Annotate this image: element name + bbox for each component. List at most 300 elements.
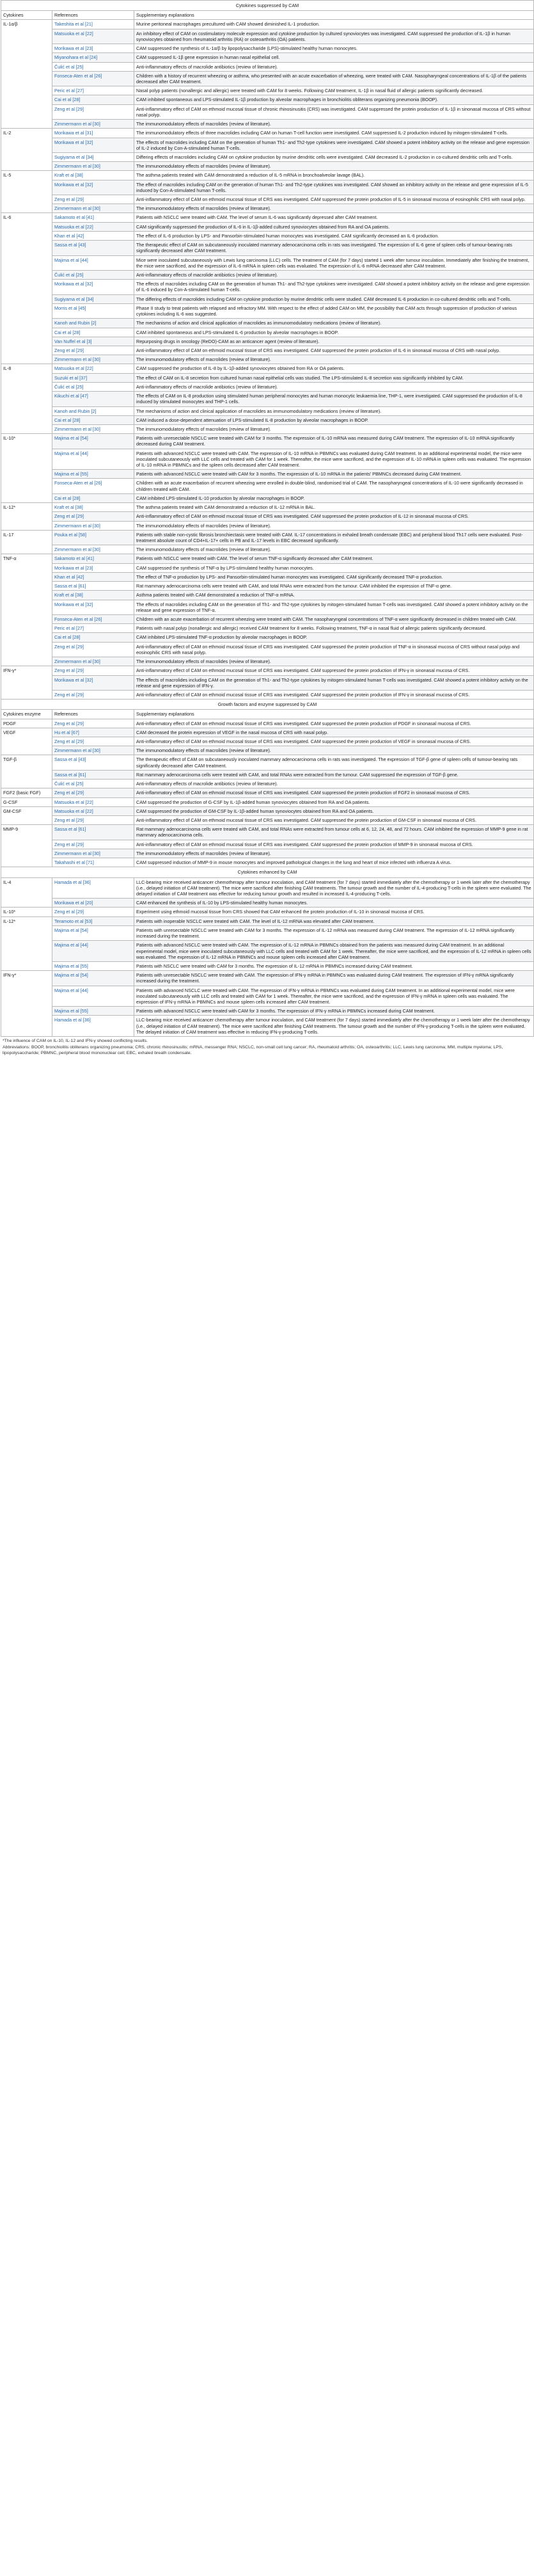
table-row: [1, 554, 534, 563]
footnote-abbreviations: Abbreviations: BOOP, bronchiolitis obliterans organizing pneumonia; CRS, chronic rhinosinusitis; mRNA, messenger RNA; NSCLC, non-small cell lung cancer; RA, rheumatoid arthritis; OA, osteoarthritis; LLC, Lewis lung carcinoma; MM, multiple myeloma; LPS, lipopolysaccharide; PBMNC, peripheral blood mononuclear cell; EBC, exhaled breath condensate.: [3, 1044, 503, 1055]
explanation-cell: CAM enhanced the synthesis of IL-10 by LPS-stimulated healthy human monocytes.: [134, 899, 534, 908]
explanation-cell: The asthma patients treated with CAM demonstrated a reduction of IL-5 mRNA in bronchoalveolar lavage (BAL).: [134, 171, 534, 180]
explanation-cell: Patients with stable non-cystic fibrosis bronchiectasis were treated with CAM. IL-17 concentrations in exhaled breath condensate (EBC) and peripheral blood Th17 cells were evaluated. Post-treatment absolute count of CD4+IL-17+ cells in PB and IL-17 levels in EBC decreased significantly.: [134, 530, 534, 545]
table-row: [1, 129, 534, 138]
explanation-cell: CAM decreased the protein expression of VEGF in the nasal mucosa of CRS with nasal polyp.: [134, 728, 534, 737]
explanation-cell: CAM inhibited LPS-stimulated IL-10 production by alveolar macrophages in BOOP.: [134, 493, 534, 502]
explanation-cell: Rat mammary adenocarcinoma cells were treated with CAM, and total RNAs were extracted from tumour cells at 6, 12, 24, 48, and 72 hours. CAM inhibited the expression of MMP-9 gene in rat mammary adenocarcinoma cells.: [134, 825, 534, 840]
reference-link[interactable]: Zimmermann et al [30]: [52, 162, 134, 171]
table-row: [1, 545, 534, 554]
reference-link[interactable]: Khan et al [42]: [52, 572, 134, 581]
reference-link[interactable]: Majima et al [55]: [52, 961, 134, 970]
reference-link[interactable]: Morikawa et al [23]: [52, 44, 134, 53]
table-row: [1, 512, 534, 521]
explanation-cell: Rat mammary adenocarcinoma cells were treated with CAM, and total RNAs were extracted from the tumour. CAM inhibited the expression of TNF-α gene.: [134, 582, 534, 591]
section-title: Growth factors and enzyme suppressed by CAM: [1, 700, 534, 710]
explanation-cell: Patients with advanced NSCLC were treated with CAM. The expression of IL-12 mRNA in PBMNCs obtained from the patients was measured during CAM treatment. In an additional experimental model, mice were inoculated subcutaneously with LLC cells and treated with CAM for 1 week. Thereafter, the mice were sacrificed, and the expression of IL-12 mRNA in spleen cells was evaluated. The expression of IL-12 mRNA in PBMNCs and mouse spleen cells increased after CAM treatment.: [134, 941, 534, 962]
table-row: [1, 29, 534, 44]
reference-link[interactable]: Zeng et al [29]: [52, 719, 134, 728]
reference-link[interactable]: Suzuki et al [37]: [52, 373, 134, 382]
table-row: [1, 849, 534, 858]
reference-link[interactable]: Sakamoto et al [41]: [52, 213, 134, 222]
reference-link[interactable]: Khan et al [42]: [52, 231, 134, 240]
table-row: [1, 728, 534, 737]
explanation-cell: Anti-inflammatory effect of CAM on ethmoid mucosal tissue of CRS was investigated. CAM suppressed the protein production of MMP-9 in sinonasal mucosa of CRS.: [134, 840, 534, 849]
section-title-row: [1, 700, 534, 710]
explanation-cell: CAM induced a dose-dependent attenuation of LPS-stimulated IL-8 production by alveolar macrophages in BOOP.: [134, 415, 534, 424]
explanation-cell: CAM inhibited spontaneous and LPS-stimulated IL-1β production by alveolar macrophages in bronchiolitis obliterans organizing pneumonia (BOOP).: [134, 95, 534, 104]
reference-link[interactable]: Kraft et al [38]: [52, 503, 134, 512]
cytokine-name-cell: GM-CSF: [1, 806, 52, 824]
reference-link[interactable]: Kraft et al [38]: [52, 591, 134, 600]
table-row: [1, 806, 534, 815]
table-row: [1, 521, 534, 530]
explanation-cell: The immunomodulatory effects of macrolides (review of literature).: [134, 545, 534, 554]
reference-link[interactable]: Zeng et al [29]: [52, 840, 134, 849]
table-row: [1, 530, 534, 545]
reference-link[interactable]: Majima et al [54]: [52, 971, 134, 986]
table-row: [1, 222, 534, 231]
reference-link[interactable]: Zeng et al [29]: [52, 512, 134, 521]
column-header-row: [1, 710, 534, 719]
table-row: [1, 86, 534, 95]
explanation-cell: Children with an acute exacerbation of recurrent wheezing were enrolled in double-blind, randomised trial of CAM. The nasopharyngeal concentrations of IL-10 were significantly decreased in children treated with CAM.: [134, 479, 534, 493]
table-row: [1, 470, 534, 479]
explanation-cell: Mice were inoculated subcutaneously with Lewis lung carcinoma (LLC) cells. The treatment of CAM (for 7 days) started 1 week after tumour inoculation. Immediately after finishing the treatment, the mice were sacrificed, and the expression of IL-6 mRNA in spleen cells was evaluated. The expression of IL-6 mRNA decreased after CAM treatment.: [134, 255, 534, 270]
table-row: [1, 986, 534, 1007]
table-row: [1, 355, 534, 364]
explanation-cell: Nasal polyp patients (nonallergic and allergic) were treated with CAM for 8 weeks. Following CAM treatment, IL-1β in nasal fluid of allergic patients significantly decreased.: [134, 86, 534, 95]
reference-link[interactable]: Peric et al [27]: [52, 624, 134, 633]
reference-link[interactable]: Takeshita et al [21]: [52, 20, 134, 29]
explanation-cell: Anti-inflammatory effects of macrolide antibiotics (review of literature).: [134, 271, 534, 280]
reference-link[interactable]: Majima et al [55]: [52, 470, 134, 479]
reference-link[interactable]: Sugiyama et al [34]: [52, 294, 134, 303]
reference-link[interactable]: Zeng et al [29]: [52, 666, 134, 675]
table-row: [1, 877, 534, 899]
explanation-cell: The immunomodulatory effects of macrolides (review of literature).: [134, 521, 534, 530]
explanation-cell: The immunomodulatory effects of macrolides (review of literature).: [134, 746, 534, 755]
reference-link[interactable]: Zimmermann et al [30]: [52, 849, 134, 858]
table-row: [1, 493, 534, 502]
cytokine-name-cell: IL-17: [1, 530, 52, 554]
table-row: [1, 858, 534, 867]
explanation-cell: Anti-inflammatory effect of CAM on ethmoid mucosal tissue of CRS was investigated. CAM suppressed the protein production of IL-12 in sinonasal mucosa of CRS.: [134, 512, 534, 521]
explanation-cell: An inhibitory effect of CAM on costimulatory molecule expression and cytokine production by cultured synoviocytes was investigated. CAM suppressed the production of IL-1β in human synoviocytes obtained from rheumatoid arthritis (RA) or osteoarthritis (OA) patients.: [134, 29, 534, 44]
table-row: [1, 415, 534, 424]
reference-link[interactable]: Čulić et al [25]: [52, 62, 134, 71]
explanation-cell: The differing effects of macrolides including CAM on cytokine production by murine dendritic cells were studied. CAM decreased IL-6 production in co-cultured dendritic cells and T-cells.: [134, 294, 534, 303]
reference-link[interactable]: Matsuoka et al [22]: [52, 29, 134, 44]
reference-link[interactable]: Majima et al [44]: [52, 449, 134, 470]
explanation-cell: The asthma patients treated with CAM demonstrated a reduction of IL-12 mRNA in BAL.: [134, 503, 534, 512]
table-row: [1, 479, 534, 493]
table-row: [1, 770, 534, 779]
reference-link[interactable]: Morikawa et al [32]: [52, 600, 134, 614]
cytokine-name-cell: MMP-9: [1, 825, 52, 867]
table-row: [1, 961, 534, 970]
explanation-cell: The effect of macrolides including CAM on the generation of human Th1- and Th2-type cytokines was investigated. CAM showed an inhibitory activity on the release and gene expression of IL-5 induced by Con-A-stimulated human T-cells.: [134, 180, 534, 195]
cytokine-name-cell: IL-4: [1, 877, 52, 908]
explanation-cell: CAM suppressed the production of GM-CSF by IL-1β-added human synoviocytes obtained from RA and OA patients.: [134, 806, 534, 815]
table-row: [1, 788, 534, 797]
table-body: [1, 1, 534, 1037]
table-row: [1, 319, 534, 328]
explanation-cell: Anti-inflammatory effect of CAM on ethmoid mucosal tissue of CRS was investigated. CAM suppressed the protein production of IL-5 in sinonasal mucosa of eosinophilic CRS with nasal polyp.: [134, 195, 534, 204]
reference-link[interactable]: Van Nuffel et al [3]: [52, 337, 134, 346]
reference-link[interactable]: Sassa et al [61]: [52, 582, 134, 591]
table-row: [1, 572, 534, 581]
reference-link[interactable]: Sassa et al [43]: [52, 241, 134, 255]
reference-link[interactable]: Zeng et al [29]: [52, 104, 134, 119]
explanation-cell: CAM inhibited LPS-stimulated TNF-α production by alveolar macrophages in BOOP.: [134, 633, 534, 642]
explanation-cell: LLC-bearing mice received anticancer chemotherapy after tumour inoculation, and CAM treatment (for 7 days) started immediately after the chemotherapy or 1 week later after the chemotherapy (i.e., delayed initiation of CAM treatment). The mice were sacrificed after finishing CAM treatments. The tumour growth and the number of IL-4-producing T-cells in the spleen were evaluated. The delayed initiation of CAM treatment was effective for reducing tumour growth and resulted in increased IL-4-producing T-cells.: [134, 877, 534, 899]
column-header: Supplementary explanations: [134, 11, 534, 20]
explanation-cell: Patients with nasal polyp (nonallergic and allergic) received CAM treatment for 8 weeks. Following treatment, TNF-α in nasal fluid of allergic patients significantly decreased.: [134, 624, 534, 633]
explanation-cell: The mechanisms of action and clinical application of macrolides as immunomodulatory medications (review of literature).: [134, 406, 534, 415]
column-header-row: [1, 11, 534, 20]
table-row: [1, 294, 534, 303]
reference-link[interactable]: Kraft et al [38]: [52, 171, 134, 180]
reference-link[interactable]: Zeng et al [29]: [52, 642, 134, 657]
explanation-cell: Children with an acute exacerbation of recurrent wheezing were treated with CAM. The nasopharyngeal concentrations of TNF-α were significantly decreased in children treated with CAM.: [134, 614, 534, 623]
reference-link[interactable]: Peric et al [27]: [52, 86, 134, 95]
table-row: [1, 563, 534, 572]
reference-link[interactable]: Zimmermann et al [30]: [52, 355, 134, 364]
table-row: [1, 231, 534, 240]
table-row: [1, 171, 534, 180]
table-row: [1, 195, 534, 204]
table-row: [1, 614, 534, 623]
table-row: [1, 816, 534, 825]
reference-link[interactable]: Morikawa et al [32]: [52, 675, 134, 690]
reference-link[interactable]: Majima et al [54]: [52, 434, 134, 449]
reference-link[interactable]: Matsuoka et al [22]: [52, 222, 134, 231]
table-row: [1, 424, 534, 433]
reference-link[interactable]: Zeng et al [29]: [52, 195, 134, 204]
explanation-cell: CAM suppressed the production of IL-8 by IL-1β-added synoviocytes obtained from RA or OA patients.: [134, 364, 534, 373]
table-row: [1, 916, 534, 925]
explanation-cell: The immunomodulatory effects of macrolides (review of literature).: [134, 849, 534, 858]
reference-link[interactable]: Morikawa et al [32]: [52, 280, 134, 294]
explanation-cell: Anti-inflammatory effect of CAM on ethmoid mucosal tissue of CRS was investigated. CAM suppressed the protein production of GM-CSF in sinonasal mucosa of CRS.: [134, 816, 534, 825]
explanation-cell: CAM suppressed IL-1β gene expression in human nasal epithelial cell.: [134, 53, 534, 62]
explanation-cell: The therapeutic effect of CAM on subcutaneously inoculated mammary adenocarcinoma cells in rats was investigated. The expression of TGF-β gene of spleen cells of tumour-bearing rats significantly decreased after CAM treatment.: [134, 755, 534, 770]
explanation-cell: CAM significantly suppressed the production of IL-6 in IL-1β-added cultured synoviocytes obtained from RA and OA patients.: [134, 222, 534, 231]
reference-link[interactable]: Morikawa et al [20]: [52, 899, 134, 908]
column-header: References: [52, 710, 134, 719]
explanation-cell: Anti-inflammatory effect of CAM on ethmoid mucosal tissue of CRS was investigated. CAM suppressed the protein production of PDGF in sinonasal mucosa of CRS.: [134, 719, 534, 728]
table-row: [1, 925, 534, 940]
table-row: [1, 120, 534, 129]
table-row: [1, 328, 534, 337]
reference-link[interactable]: Zeng et al [29]: [52, 908, 134, 916]
table-row: [1, 255, 534, 270]
explanation-cell: The therapeutic effect of CAM on subcutaneously inoculated mammary adenocarcinoma cells in rats was investigated. The expression of IL-6 gene of spleen cells of tumour-bearing rats significantly decreased after CAM treatment.: [134, 241, 534, 255]
table-row: [1, 908, 534, 916]
explanation-cell: CAM suppressed the synthesis of TNF-α by LPS-stimulated healthy human monocytes.: [134, 563, 534, 572]
table-row: [1, 1007, 534, 1016]
explanation-cell: Differing effects of macrolides including CAM on cytokine production by murine dendritic cells were investigated. CAM decreased IL-2 production in co-cultured dendritic cells and T-cells.: [134, 152, 534, 161]
reference-link[interactable]: Kanoh and Rubin [2]: [52, 406, 134, 415]
table-row: [1, 280, 534, 294]
table-row: [1, 44, 534, 53]
table-row: [1, 138, 534, 152]
explanation-cell: Anti-inflammatory effect of CAM on ethmoid mucosal tissue of chronic rhinosinusitis (CRS) was investigated. CAM suppressed the protein production of IL-1β in sinonasal mucosa of CRS without nasal polyp.: [134, 104, 534, 119]
explanation-cell: Anti-inflammatory effect of CAM on ethmoid mucosal tissue of CRS was investigated. CAM suppressed the protein production of IFN-γ in sinonasal mucosa of CRS.: [134, 666, 534, 675]
reference-link[interactable]: Cai et al [28]: [52, 633, 134, 642]
cytokine-name-cell: FGF2 (basic FGF): [1, 788, 52, 797]
table-row: [1, 434, 534, 449]
reference-link[interactable]: Majima et al [44]: [52, 255, 134, 270]
reference-link[interactable]: Cai et al [28]: [52, 493, 134, 502]
table-row: [1, 737, 534, 746]
reference-link[interactable]: Čulić et al [25]: [52, 271, 134, 280]
section-title: Cytokines suppressed by CAM: [1, 1, 534, 11]
cytokine-name-cell: TGF-β: [1, 755, 52, 788]
cytokine-name-cell: IFN-γ*: [1, 971, 52, 1037]
reference-link[interactable]: Kikuchi et al [47]: [52, 392, 134, 406]
reference-link[interactable]: Pouka et al [58]: [52, 530, 134, 545]
table-row: [1, 449, 534, 470]
table-row: [1, 373, 534, 382]
explanation-cell: Patients with advanced NSCLC were treated with CAM. The expression of IFN-γ mRNA in PBMNCs was evaluated during CAM treatment. In an additional experimental model, mice were inoculated subcutaneously with LLC cells and treated with CAM for 1 week. Thereafter, the mice were sacrificed, and the expression of IFN-γ mRNA in spleen cells was evaluated. The expression of IFN-γ mRNA in PBMNCs and mouse spleen cells increased after CAM treatment.: [134, 986, 534, 1007]
table-row: [1, 642, 534, 657]
table-row: [1, 690, 534, 699]
column-header: Cytokines enzyme: [1, 710, 52, 719]
explanation-cell: The immunomodulatory effects of macrolides (review of literature).: [134, 355, 534, 364]
cytokine-name-cell: TNF-α: [1, 554, 52, 666]
table-row: [1, 213, 534, 222]
reference-link[interactable]: Teramoto et al [53]: [52, 916, 134, 925]
table-row: [1, 971, 534, 986]
reference-link[interactable]: Zimmermann et al [30]: [52, 521, 134, 530]
table-row: [1, 104, 534, 119]
table-row: [1, 503, 534, 512]
table-footnotes: [1, 1037, 533, 1059]
reference-link[interactable]: Zimmermann et al [30]: [52, 120, 134, 129]
table-row: [1, 271, 534, 280]
reference-link[interactable]: Zeng et al [29]: [52, 816, 134, 825]
cytokine-table: [1, 0, 534, 1037]
reference-link[interactable]: Morikawa et al [32]: [52, 138, 134, 152]
reference-link[interactable]: Čulić et al [25]: [52, 382, 134, 391]
cytokine-name-cell: PDGF: [1, 719, 52, 728]
cytokine-name-cell: IFN-γ*: [1, 666, 52, 700]
reference-link[interactable]: Morris et al [45]: [52, 303, 134, 318]
explanation-cell: Anti-inflammatory effect of CAM on ethmoid mucosal tissue of CRS was investigated. CAM suppressed the protein production of IL-6 in sinonasal mucosa of CRS with nasal polyp.: [134, 346, 534, 355]
explanation-cell: Patients with NSCLC were treated with CAM. The level of serum IL-6 was significantly depressed after CAM treatment.: [134, 213, 534, 222]
table-row: [1, 746, 534, 755]
reference-link[interactable]: Zimmermann et al [30]: [52, 545, 134, 554]
explanation-cell: The effects of CAM on IL-8 production using stimulated human peripheral monocytes and human monocytic leukaemia line, THP-1, were investigated. CAM suppressed the production of IL-8 induced by stimulated monocytes and THP-1 cells.: [134, 392, 534, 406]
table-row: [1, 582, 534, 591]
reference-link[interactable]: Hamada et al [36]: [52, 877, 134, 899]
reference-link[interactable]: Kanoh and Rubin [2]: [52, 319, 134, 328]
table-row: [1, 62, 534, 71]
reference-link[interactable]: Morikawa et al [32]: [52, 180, 134, 195]
explanation-cell: Repurposing drugs in oncology (ReDO)-CAM as an anticancer agent (review of literature).: [134, 337, 534, 346]
reference-link[interactable]: Cai et al [28]: [52, 415, 134, 424]
explanation-cell: Phase II study to treat patients with relapsed and refractory MM. With respect to the effect of added CAM on MM, the possibility that CAM acts through suppression of production of various cytokines including IL-6 was suggested.: [134, 303, 534, 318]
explanation-cell: Anti-inflammatory effects of macrolide antibiotics (review of literature).: [134, 780, 534, 788]
explanation-cell: The immunomodulatory effects of macrolides (review of literature).: [134, 424, 534, 433]
table-row: [1, 20, 534, 29]
cytokine-name-cell: IL-6: [1, 213, 52, 364]
reference-link[interactable]: Matsuoka et al [22]: [52, 806, 134, 815]
reference-link[interactable]: Morikawa et al [23]: [52, 563, 134, 572]
explanation-cell: CAM suppressed the synthesis of IL-1α/β by lipopolysaccharide (LPS)-stimulated healthy human monocytes.: [134, 44, 534, 53]
table-row: [1, 719, 534, 728]
cytokine-name-cell: IL-10*: [1, 434, 52, 503]
table-row: [1, 162, 534, 171]
table-row: [1, 241, 534, 255]
column-header: References: [52, 11, 134, 20]
explanation-cell: Anti-inflammatory effect of CAM on ethmoid mucosal tissue of CRS was investigated. CAM suppressed the protein production of FGF2 in sinonasal mucosa of CRS.: [134, 788, 534, 797]
table-row: [1, 303, 534, 318]
table-row: [1, 755, 534, 770]
table-row: [1, 1016, 534, 1037]
table-row: [1, 406, 534, 415]
cytokine-name-cell: IL-8: [1, 364, 52, 434]
explanation-cell: Patients with unresectable NSCLC were treated with CAM for 3 months. The expression of IL-10 mRNA was measured during CAM treatment. The expression of IL-10 mRNA significantly decreased during CAM treatment.: [134, 434, 534, 449]
explanation-cell: Patients with advanced NSCLC were treated with CAM for 3 months. The expression of IL-10 mRNA in the patients' PBMNCs decreased during CAM treatment.: [134, 470, 534, 479]
explanation-cell: Patients with advanced NSCLC were treated with CAM. The expression of IL-10 mRNA in PBMNCs was evaluated during CAM treatment. In an additional experimental model, the mice were inoculated subcutaneously with LLC cells and treated with CAM for 1 week. Thereafter, the mice were sacrificed, and the expression of IL-10 mRNA in spleen cells was evaluated. The expression of IL-10 mRNA in PBMNCs and the spleen cells decreased after CAM treatment.: [134, 449, 534, 470]
table-row: [1, 624, 534, 633]
explanation-cell: Rat mammary adenocarcinoma cells were treated with CAM, and total RNAs were extracted from the tumour. CAM suppressed the expression of TGF-β gene.: [134, 770, 534, 779]
reference-link[interactable]: Zimmermann et al [30]: [52, 746, 134, 755]
reference-link[interactable]: Cai et al [28]: [52, 95, 134, 104]
table-row: [1, 600, 534, 614]
table-row: [1, 591, 534, 600]
reference-link[interactable]: Sassa et al [43]: [52, 755, 134, 770]
explanation-cell: Patients with unresectable NSCLC were treated with CAM for 3 months. The expression of IL-12 mRNA was measured during CAM treatment. The expression of IL-12 mRNA significantly increased during the treatment.: [134, 925, 534, 940]
table-row: [1, 780, 534, 788]
reference-link[interactable]: Sakamoto et al [41]: [52, 554, 134, 563]
explanation-cell: LLC-bearing mice received anticancer chemotherapy after tumour inoculation, and CAM treatment (for 7 days) started immediately after the chemotherapy or 1 week later after the chemotherapy (i.e., delayed initiation of CAM treatment). The mice were sacrificed after finishing CAM treatments. The tumour growth and the number of IFN-γ-producing T-cells in the spleen were evaluated. The delayed initiation of CAM treatment was effective in reducing IFN-γ-producing T-cells.: [134, 1016, 534, 1037]
explanation-cell: Anti-inflammatory effects of macrolide antibiotics (review of literature).: [134, 382, 534, 391]
reference-link[interactable]: Fonseca-Aten et al [26]: [52, 71, 134, 86]
table-row: [1, 382, 534, 391]
reference-link[interactable]: Sugiyama et al [34]: [52, 152, 134, 161]
explanation-cell: CAM inhibited spontaneous and LPS-stimulated IL-6 production by alveolar macrophages in BOOP.: [134, 328, 534, 337]
reference-link[interactable]: Zeng et al [29]: [52, 346, 134, 355]
cytokine-table-document: [1, 0, 533, 1059]
cytokine-name-cell: IL-2: [1, 129, 52, 171]
section-title-row: [1, 1, 534, 11]
reference-link[interactable]: Zeng et al [29]: [52, 690, 134, 699]
reference-link[interactable]: Majima et al [55]: [52, 1007, 134, 1016]
explanation-cell: Anti-inflammatory effects of macrolide antibiotics (review of literature).: [134, 62, 534, 71]
reference-link[interactable]: Matsuoka et al [22]: [52, 364, 134, 373]
table-row: [1, 657, 534, 666]
explanation-cell: Murine peritoneal macrophages precultured with CAM showed diminished IL-1 production.: [134, 20, 534, 29]
explanation-cell: The effects of macrolides including CAM on the generation of human Th1- and Th2-type cytokines were investigated. CAM showed a potent inhibitory activity on the release and gene expression of IL-2 induced by Con-A-stimulated human T-cells.: [134, 138, 534, 152]
reference-link[interactable]: Fonseca-Aten et al [26]: [52, 614, 134, 623]
explanation-cell: Patients with advanced NSCLC were treated with CAM for 3 months. The expression of IFN-γ mRNA in PBMNCs increased during CAM treatment.: [134, 1007, 534, 1016]
explanation-cell: Patients with unresectable NSCLC were treated with CAM. The expression of IFN-γ mRNA in PBMNCs was evaluated during CAM treatment. The expression of IFN-γ mRNA significantly increased during the treatment.: [134, 971, 534, 986]
explanation-cell: The effect of TNF-α production by LPS- and Pansorbin-stimulated human monocytes was investigated. CAM significantly decreased TNF-α production.: [134, 572, 534, 581]
table-row: [1, 899, 534, 908]
reference-link[interactable]: Zeng et al [29]: [52, 737, 134, 746]
cytokine-name-cell: IL-12*: [1, 916, 52, 971]
reference-link[interactable]: Miyanohara et al [24]: [52, 53, 134, 62]
table-row: [1, 675, 534, 690]
reference-link[interactable]: Matsuoka et al [22]: [52, 797, 134, 806]
reference-link[interactable]: Morikawa et al [31]: [52, 129, 134, 138]
explanation-cell: Children with a history of recurrent wheezing or asthma, who presented with an acute exacerbation of wheezing, were treated with CAM. Nasopharyngeal concentrations of IL-1β of the patients decreased after CAM treatment.: [134, 71, 534, 86]
explanation-cell: Experiment using ethmoid mucosal tissue from CRS showed that CAM enhanced the protein production of IL-10 in sinonasal mucosa of CRS.: [134, 908, 534, 916]
table-row: [1, 204, 534, 213]
table-row: [1, 941, 534, 962]
table-row: [1, 152, 534, 161]
explanation-cell: CAM suppressed the production of G-CSF by IL-1β-added human synoviocytes obtained from RA and OA patients.: [134, 797, 534, 806]
table-row: [1, 666, 534, 675]
explanation-cell: Anti-inflammatory effect of CAM on ethmoid mucosal tissue of CRS was investigated. CAM suppressed the protein production of VEGF in sinonasal mucosa of CRS.: [134, 737, 534, 746]
table-row: [1, 825, 534, 840]
table-row: [1, 364, 534, 373]
cytokine-name-cell: IL-1α/β: [1, 20, 52, 129]
reference-link[interactable]: Hamada et al [36]: [52, 1016, 134, 1037]
explanation-cell: Patients with NSCLC were treated with CAM for 3 months. The expression of IL-12 mRNA in PBMNCs increased during CAM treatment.: [134, 961, 534, 970]
column-header: Supplementary explanations: [134, 710, 534, 719]
reference-link[interactable]: Sassa et al [61]: [52, 770, 134, 779]
table-row: [1, 840, 534, 849]
reference-link[interactable]: Cai et al [28]: [52, 328, 134, 337]
explanation-cell: Asthma patients treated with CAM demonstrated a reduction of TNF-α mRNA.: [134, 591, 534, 600]
explanation-cell: Patients with NSCLC were treated with CAM. The level of serum TNF-α significantly decreased after CAM treatment.: [134, 554, 534, 563]
reference-link[interactable]: Majima et al [44]: [52, 986, 134, 1007]
table-row: [1, 392, 534, 406]
reference-link[interactable]: Sassa et al [61]: [52, 825, 134, 840]
reference-link[interactable]: Čulić et al [25]: [52, 780, 134, 788]
table-row: [1, 180, 534, 195]
explanation-cell: The immunomodulatory effects of macrolides (review of literature).: [134, 657, 534, 666]
reference-link[interactable]: Hu et al [67]: [52, 728, 134, 737]
explanation-cell: The effects of macrolides including CAM on the generation of Th1- and Th2-type cytokines by mitogen-stimulated human T-cells was investigated. CAM showed a potent inhibitory activity on the release and gene expression of TNF-α.: [134, 600, 534, 614]
table-row: [1, 633, 534, 642]
explanation-cell: The effect of CAM on IL-8 secretion from cultured human nasal epithelial cells was studied. The LPS-stimulated IL-8 secretion was significantly inhibited by CAM.: [134, 373, 534, 382]
table-row: [1, 797, 534, 806]
footnote-conflicting: *The influence of CAM on IL-10, IL-12 and IFN-γ showed conflicting results.: [3, 1039, 148, 1044]
reference-link[interactable]: Zimmermann et al [30]: [52, 657, 134, 666]
table-row: [1, 71, 534, 86]
cytokine-name-cell: VEGF: [1, 728, 52, 755]
reference-link[interactable]: Zimmermann et al [30]: [52, 204, 134, 213]
explanation-cell: The mechanisms of action and clinical application of macrolides as immunomodulatory medications (review of literature).: [134, 319, 534, 328]
explanation-cell: Anti-inflammatory effect of CAM on ethmoid mucosal tissue of CRS was investigated. CAM suppressed the protein production of TNF-α in sinonasal mucosa of CRS without nasal polyp and eosinophilic CRS with nasal polyp.: [134, 642, 534, 657]
reference-link[interactable]: Majima et al [54]: [52, 925, 134, 940]
table-row: [1, 95, 534, 104]
reference-link[interactable]: Majima et al [44]: [52, 941, 134, 962]
cytokine-name-cell: IL-5: [1, 171, 52, 213]
column-header: Cytokines: [1, 11, 52, 20]
explanation-cell: The effects of macrolides including CAM on the generation of human Th1- and Th2-type cytokines were investigated. CAM showed a potent inhibitory activity on the release and gene expression of IL-6 induced by Con-A-stimulated human T-cells.: [134, 280, 534, 294]
explanation-cell: The immunomodulatory effects of macrolides (review of literature).: [134, 120, 534, 129]
reference-link[interactable]: Zimmermann et al [30]: [52, 424, 134, 433]
explanation-cell: CAM suppressed induction of MMP-9 in mouse monocytes and improved pathological changes in the lung and heart of mice infected with influenza A virus.: [134, 858, 534, 867]
reference-link[interactable]: Takahashi et al [71]: [52, 858, 134, 867]
explanation-cell: The immunomodulatory effects of macrolides (review of literature).: [134, 204, 534, 213]
table-row: [1, 346, 534, 355]
section-title: Cytokines enhanced by CAM: [1, 867, 534, 877]
explanation-cell: The immunomodulatory effects of macrolides (review of literature).: [134, 162, 534, 171]
explanation-cell: The immunomodulatory effects of three macrolides including CAM on human T-cell function were investigated. CAM suppressed IL-2 production induced by mitogen-stimulated T-cells.: [134, 129, 534, 138]
reference-link[interactable]: Zeng et al [29]: [52, 788, 134, 797]
cytokine-name-cell: IL-10*: [1, 908, 52, 916]
explanation-cell: Anti-inflammatory effect of CAM on ethmoid mucosal tissue of CRS was investigated. CAM suppressed the protein production of IFN-γ in sinonasal mucosa of CRS.: [134, 690, 534, 699]
reference-link[interactable]: Fonseca-Aten et al [26]: [52, 479, 134, 493]
